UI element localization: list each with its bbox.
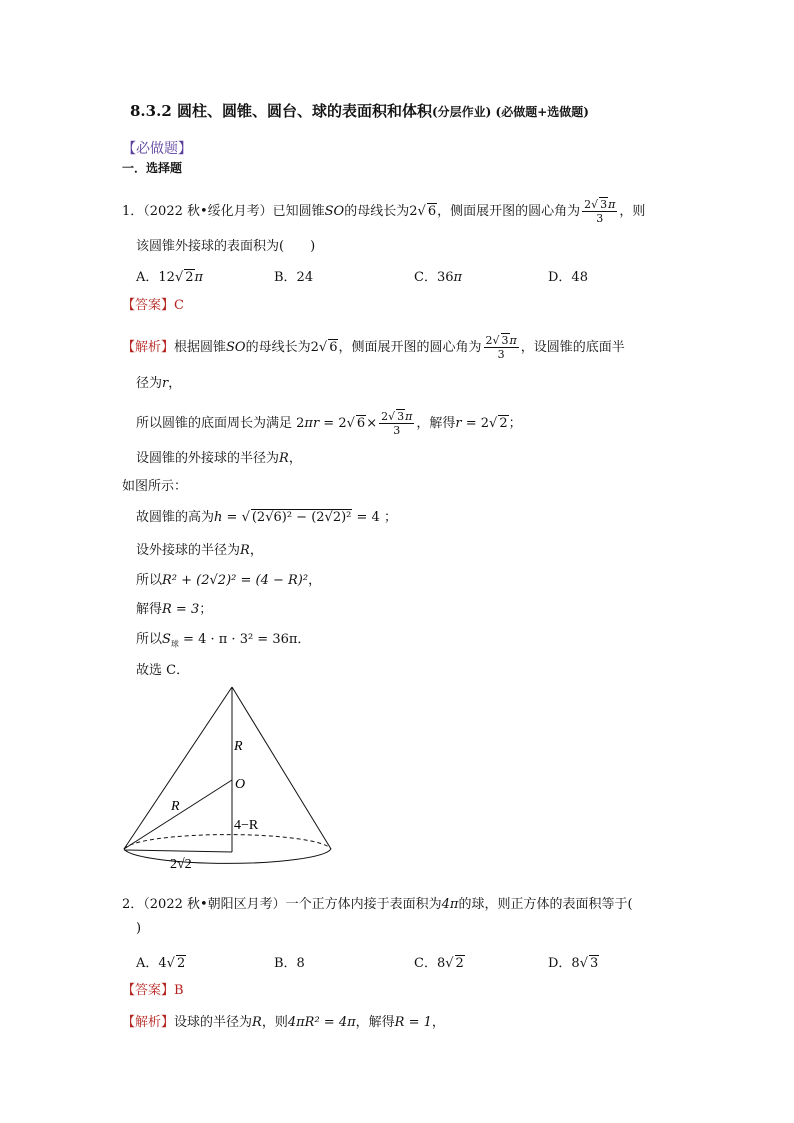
q2-a1-res: R = 1 — [394, 1015, 432, 1030]
q1-opt-a-label: A．12 — [136, 270, 175, 285]
q2-opt-c-rad: 2 — [455, 956, 464, 971]
q1-a3-eq: = 2 — [319, 416, 347, 431]
q1-a3-frac-rad: 3 — [397, 410, 405, 423]
q2-analysis-tag: 【解析】 — [122, 1015, 175, 1030]
q1-a10-expr: = 4 · π · 3² = 36π — [178, 632, 298, 647]
q1-a1-frac-coef: 2 — [485, 334, 493, 347]
q1-angle-den: 3 — [596, 212, 604, 225]
q1-a4-var: R — [279, 451, 289, 466]
q1-angle-pi: π — [608, 198, 616, 211]
q1-a6: 故圆锥的高为 — [136, 510, 215, 525]
q1-a10: 所以 — [136, 632, 163, 647]
q1-a3-rrad: 2 — [499, 416, 508, 431]
q1-angle-coef: 2 — [584, 198, 592, 211]
q1-opt-c-pi: π — [453, 270, 463, 285]
q1-a3-end: ； — [508, 416, 522, 431]
q1-a1: 根据圆锥 — [174, 340, 227, 355]
q2-opt-d-rad: 3 — [590, 956, 599, 971]
q1-analysis-line2 — [136, 372, 181, 391]
section-heading: 一．选择题 — [122, 161, 183, 175]
q1-a8: 所以 — [136, 573, 163, 588]
q1-stem-line2: 该圆锥外接球的表面积为( ) — [136, 239, 316, 254]
q2-stem-line1 — [122, 893, 633, 912]
cone-sphere-figure — [118, 684, 340, 874]
q2-opt-a-rad: 2 — [176, 956, 186, 971]
q1-a8-end: ， — [308, 573, 322, 588]
q1-a1b: 的母线长为 — [245, 340, 311, 355]
q2-a1-b: ，则 — [261, 1015, 288, 1030]
required-section-tag: 【必做题】 — [122, 141, 192, 157]
q1-answer-value: C — [174, 298, 184, 313]
q1-a7: 设外接球的半径为 — [136, 543, 241, 558]
q2-opt-d-label: D．8 — [548, 956, 580, 971]
q1-a2-var: r — [162, 376, 169, 391]
q1-a2-end: ， — [168, 376, 182, 391]
q1-analysis-line11: 故选 C． — [136, 663, 190, 678]
q2-option-d[interactable]: D．8√ 3 — [548, 956, 599, 971]
q1-a3-frac-coef: 2 — [381, 410, 389, 423]
q2-opt-c-label: C．8 — [414, 956, 446, 971]
q2-option-c[interactable]: C．8√ 2 — [414, 956, 464, 971]
q1-a1-len-rad: 6 — [329, 340, 338, 355]
q2-opt-a-label: A．4 — [136, 956, 167, 971]
q2-option-a[interactable]: A．4√ 2 — [136, 956, 186, 971]
q1-analysis-line10 — [136, 628, 310, 650]
q1-a3-frac-den: 3 — [393, 424, 401, 437]
q1-len-rad: 6 — [427, 204, 437, 219]
q2-answer-tag: 【答案】 — [122, 983, 175, 998]
q1-a2: 径为 — [136, 376, 163, 391]
q1-analysis-line8 — [136, 569, 321, 588]
q1-a9-end: ； — [199, 602, 213, 617]
q2-a1-end: ， — [431, 1015, 445, 1030]
q1-analysis-line9 — [136, 598, 212, 617]
q1-analysis-line1: 【解析】根据圆锥SO的母线长为2√ 6，侧面展开图的圆心角为 $\frac{2√ 3\pi}{3}$ ，设圆锥的底面半 — [122, 334, 625, 361]
q1-analysis-line6: 故圆锥的高为h = √ (2√6)² − (2√2)² = 4 ； — [136, 510, 397, 525]
q1-a4-end: ， — [288, 451, 302, 466]
q2-a1-c: ，解得 — [355, 1015, 395, 1030]
q1-a6-res: = 4 ； — [352, 510, 397, 525]
q1-a4: 设圆锥的外接球的半径为 — [136, 451, 280, 466]
q1-option-a[interactable]: A．12√ 2π — [136, 270, 204, 285]
q1-a6-eq: = — [222, 510, 242, 525]
q1-a3-rad: 6 — [356, 416, 366, 431]
q1-a3-req: = 2 — [461, 416, 490, 431]
page-title — [130, 100, 589, 121]
q2-stem-a: 2．（2022 秋•朝阳区月考）一个正方体内接于表面积为 — [122, 897, 442, 912]
q1-analysis-tag: 【解析】 — [122, 340, 175, 355]
q1-option-b[interactable]: B．24 — [274, 270, 314, 285]
q1-a7-var: R — [240, 543, 250, 558]
q2-answer — [122, 979, 184, 998]
label-4-minus-r: 4−R — [234, 818, 259, 833]
q1-opt-c-label: C．36 — [414, 270, 454, 285]
q1-answer — [122, 294, 184, 313]
q1-a1-frac: $\frac{2√ 3\pi}{3}$ — [485, 334, 517, 361]
label-r-top: R — [234, 739, 243, 754]
base-radius-line — [124, 850, 232, 852]
q1-option-d[interactable]: D．48 — [548, 270, 588, 285]
q1-answer-tag: 【答案】 — [122, 298, 175, 313]
q2-a1-var: R — [252, 1015, 262, 1030]
q1-var-so: SO — [324, 204, 345, 219]
q2-stem-b: 的球，则正方体的表面积等于( — [458, 897, 633, 912]
q1-a9-expr: R = 3 — [162, 602, 200, 617]
q1-a1d: ，设圆锥的底面半 — [520, 340, 625, 355]
q1-analysis-line5: 如图所示： — [122, 479, 188, 494]
title-main: 8.3.2 圆柱、圆锥、圆台、球的表面积和体积 — [130, 102, 432, 120]
q1-a10-sub: 球 — [170, 639, 179, 649]
q1-analysis-line3: 所以圆锥的底面周长为满足 2πr = 2√ 6× $\frac{2√ 3\pi}{3}$ ，解得r = 2√ 2； — [136, 410, 522, 437]
q2-area: 4π — [441, 897, 459, 912]
q2-a1: 设球的半径为 — [174, 1015, 253, 1030]
q1-a6-expr: (2√6)² − (2√2)² — [251, 510, 352, 525]
sphere-radius-line — [124, 780, 232, 849]
q1-stem-b: 的母线长为 — [344, 204, 410, 219]
q1-analysis-line7 — [136, 539, 263, 558]
q1-stem-c: ，侧面展开图的圆心角为 — [437, 204, 581, 219]
q2-a1-expr: 4πR² = 4π — [287, 1015, 356, 1030]
q1-a9: 解得 — [136, 602, 163, 617]
q1-stem-line1: 1．（2022 秋•绥化月考）已知圆锥SO的母线长为2√ 6，侧面展开图的圆心角为 $\frac{2√ 3\pi}{3}$ ，则 — [122, 198, 646, 225]
q1-a1-frac-pi: π — [509, 334, 517, 347]
label-base-radius: 2√2 — [170, 857, 192, 872]
q1-a3-frac: $\frac{2√ 3\pi}{3}$ — [381, 410, 413, 437]
q1-a7-end: ， — [249, 543, 263, 558]
cone-left-slant — [124, 687, 232, 849]
q1-opt-a-pi: π — [194, 270, 204, 285]
q1-a10-end: ． — [297, 632, 311, 647]
q1-stem-a: 1．（2022 秋•绥化月考）已知圆锥 — [122, 204, 325, 219]
q1-a8-expr: R² + (2√2)² = (4 − R)² — [162, 573, 309, 588]
q1-a1c: ，侧面展开图的圆心角为 — [338, 340, 482, 355]
q1-analysis-line4 — [136, 447, 302, 466]
q2-answer-value: B — [174, 983, 184, 998]
q1-a3: 所以圆锥的底面周长为满足 2 — [136, 416, 305, 431]
q1-stem-d: ，则 — [619, 204, 646, 219]
q1-a1-var: SO — [226, 340, 246, 355]
q1-a3-frac-pi: π — [405, 410, 413, 423]
q1-a1-frac-den: 3 — [497, 348, 505, 361]
q1-a3-solve: ，解得 — [416, 416, 456, 431]
cone-base-back — [124, 835, 331, 849]
q1-a3-pir: πr — [304, 416, 320, 431]
q1-a1-len: 2 — [310, 340, 319, 355]
q1-len-coef: 2 — [409, 204, 418, 219]
q1-a1-frac-rad: 3 — [501, 334, 509, 347]
q2-analysis-line1 — [122, 1011, 445, 1030]
q1-a3-r: r — [455, 416, 462, 431]
title-sub: (分层作业) (必做题+选做题) — [431, 105, 589, 119]
cone-base-front — [124, 849, 331, 863]
q1-angle-rad: 3 — [600, 198, 608, 211]
label-r-left: R — [171, 799, 180, 814]
q1-a3-times: × — [366, 416, 378, 431]
q1-opt-a-rad: 2 — [185, 270, 194, 285]
q1-a10-s: S — [162, 632, 171, 647]
q1-angle-frac: $\frac{2√ 3\pi}{3}$ — [584, 198, 616, 225]
q1-a6-h: h — [214, 510, 223, 525]
q2-option-b[interactable]: B．8 — [274, 956, 305, 971]
q1-option-c[interactable] — [414, 266, 462, 285]
label-o: O — [235, 777, 246, 792]
q2-stem-line2: ) — [136, 921, 142, 936]
